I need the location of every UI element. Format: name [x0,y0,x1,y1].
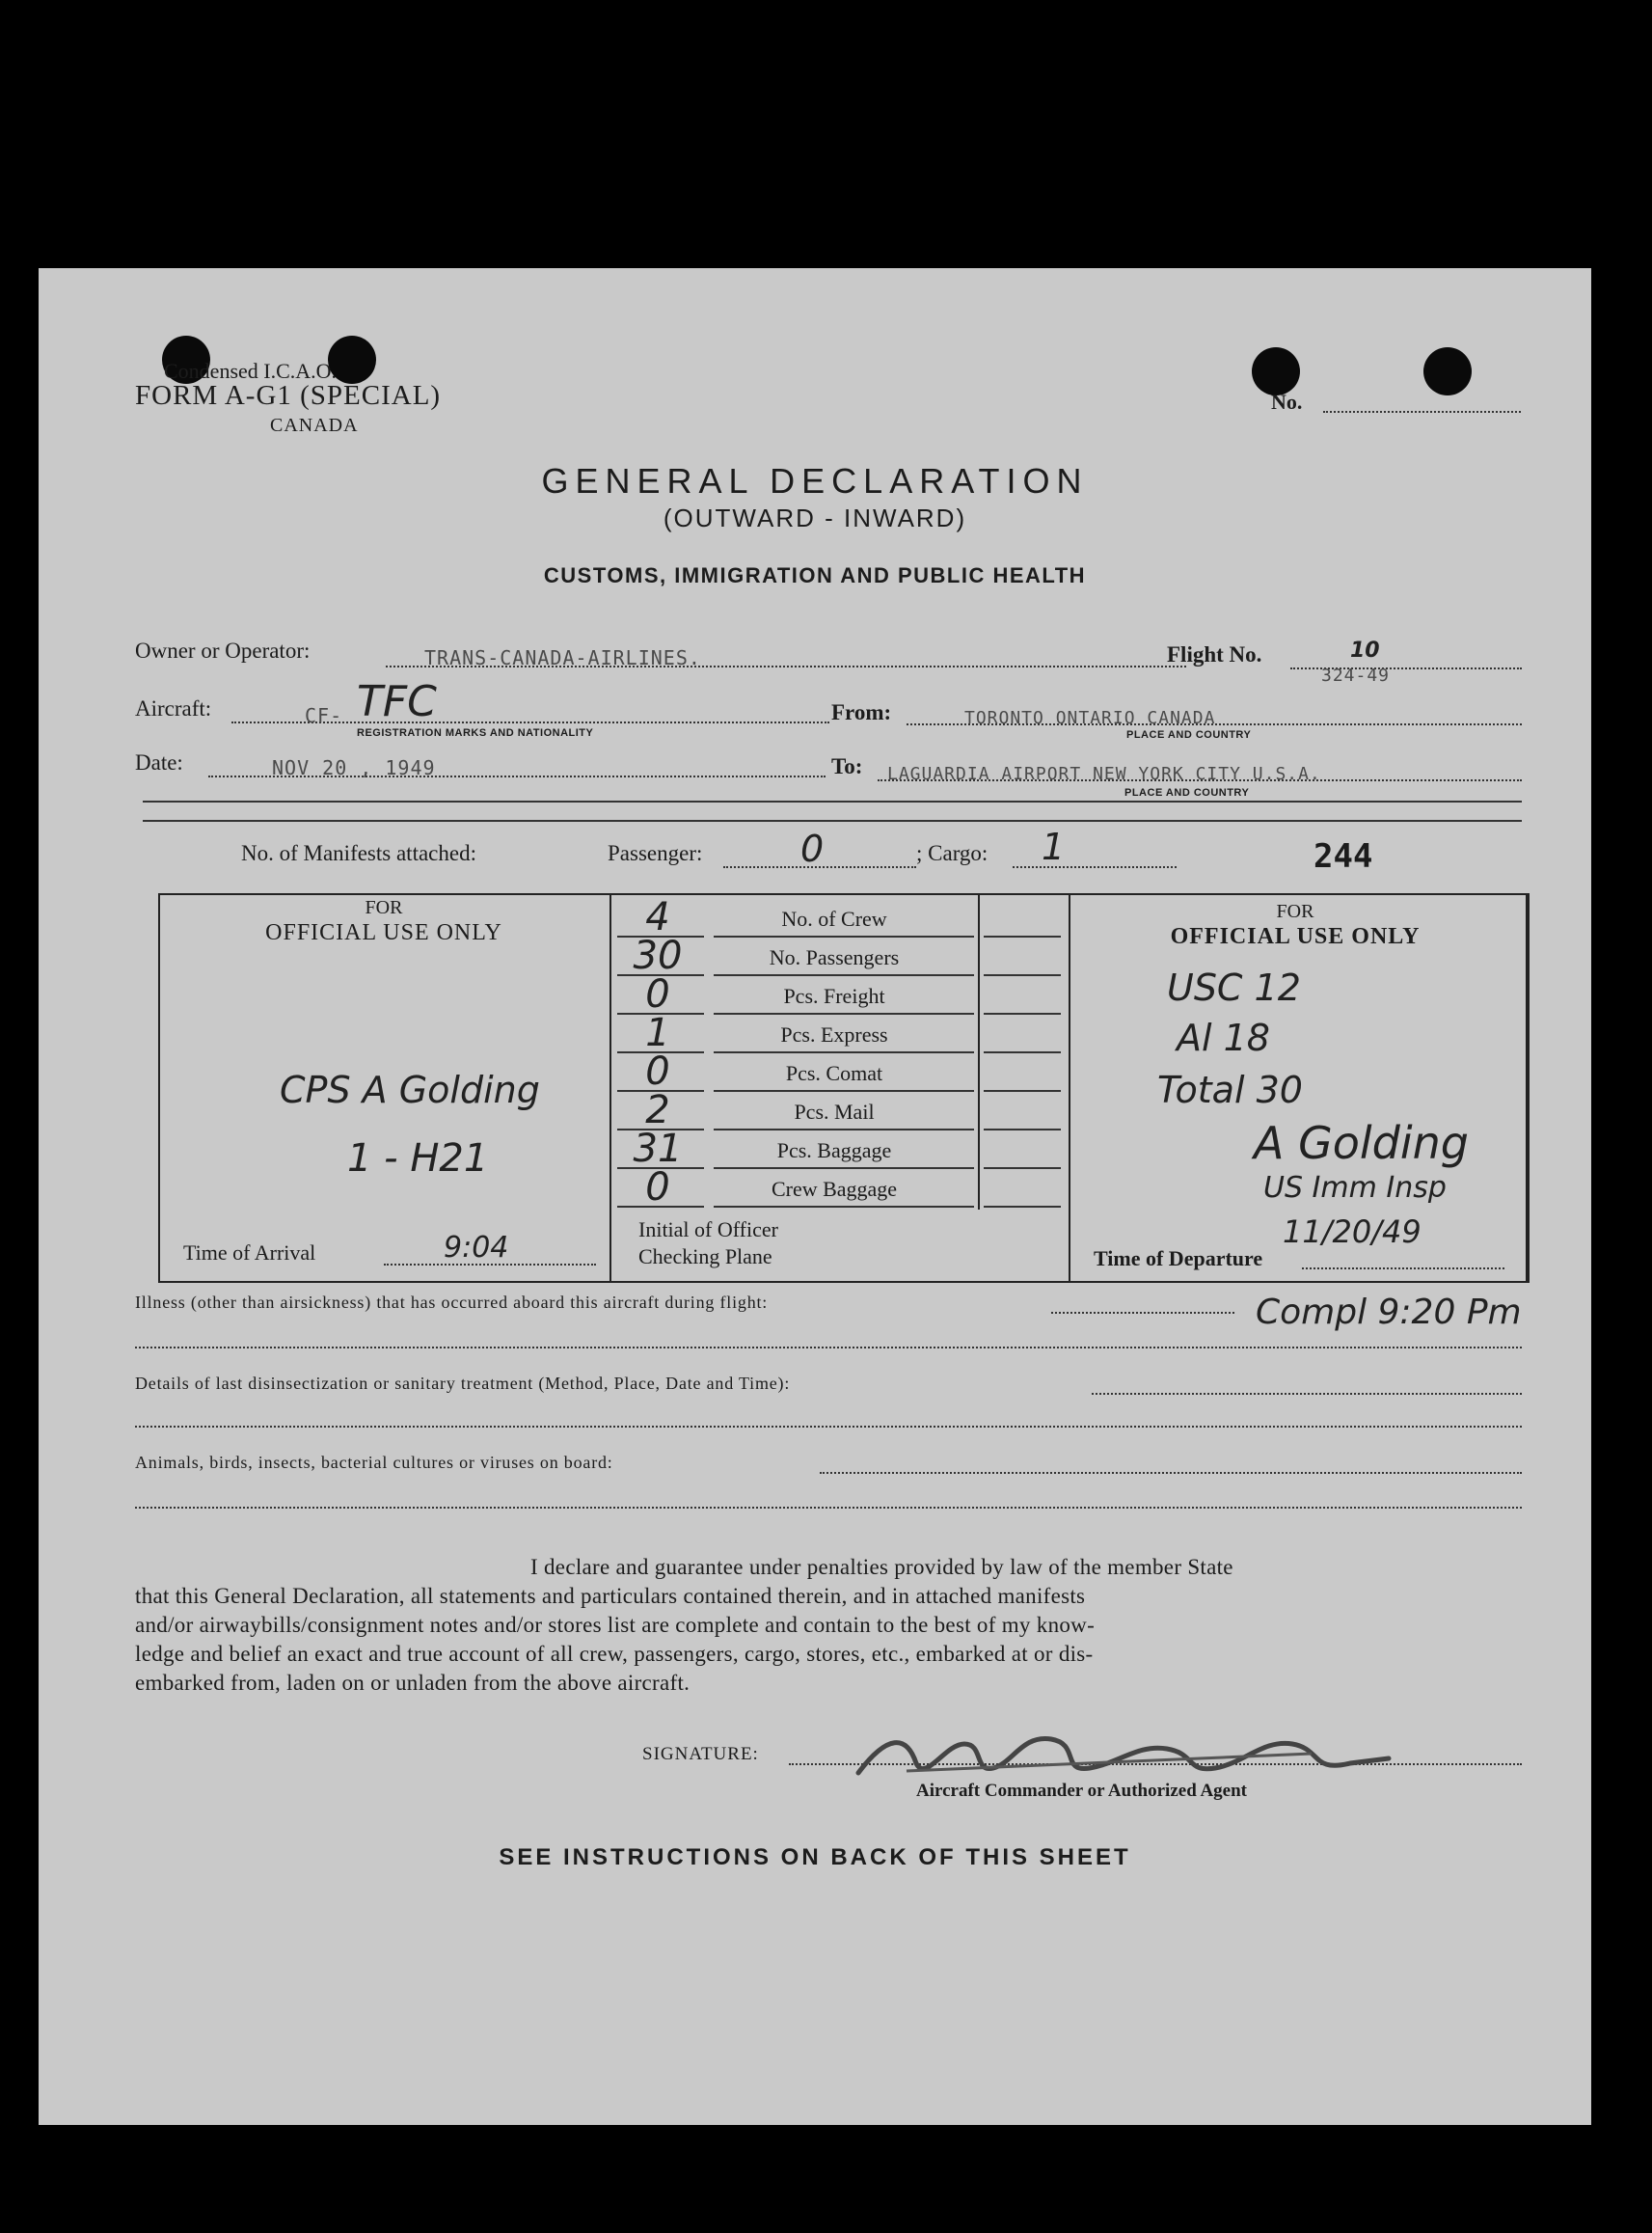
count-label-line [714,1129,974,1130]
arrival-value: 9:04 [444,1231,509,1265]
left-code: 1 - H21 [347,1136,489,1181]
right-for-label: FOR [1276,901,1314,922]
count-label-line [714,1013,974,1015]
stamp-number: 244 [1313,837,1373,876]
animals-line-2 [135,1507,1522,1509]
count-value: 0 [645,1165,670,1210]
date-value: NOV 20 , 1949 [272,756,436,779]
illness-question: Illness (other than airsickness) that has occurred aboard this aircraft during flight: [135,1293,769,1312]
declaration-line-5: embarked from, laden on or unladen from the above aircraft. [135,1671,691,1695]
aircraft-value: TFC [357,677,437,726]
count-label: No. Passengers [769,945,900,969]
right-title: US Imm Insp [1263,1171,1447,1205]
flight-value-top: 10 [1350,639,1380,663]
count-value: 31 [633,1127,683,1171]
document-page [39,268,1591,2125]
signature-caption: Aircraft Commander or Authorized Agent [916,1781,1248,1801]
count-value-line [617,1206,704,1208]
right-note-usc: USC 12 [1167,967,1301,1009]
count-check-line [984,1206,1061,1208]
count-label: Pcs. Freight [783,984,885,1008]
page-title: GENERAL DECLARATION [541,461,1089,501]
disinsect-line-1 [1092,1393,1522,1395]
agency-subtitle: CUSTOMS, IMMIGRATION AND PUBLIC HEALTH [543,563,1087,587]
count-check-line [984,974,1061,976]
from-label: From: [831,700,892,724]
departure-label: Time of Departure [1094,1246,1263,1270]
declaration-line-2: that this General Declaration, all statements and particulars contained therein, and in attached manifests [135,1584,1086,1608]
flight-value-bottom: 324-49 [1321,666,1391,686]
date-label: Date: [135,750,183,775]
no-label: No. [1271,390,1303,414]
disinsect-line-2 [135,1426,1522,1428]
count-label-line [714,936,974,938]
owner-label: Owner or Operator: [135,639,311,663]
direction-subtitle: (OUTWARD - INWARD) [663,504,967,532]
departure-line [1302,1267,1504,1269]
right-signature: A Golding [1254,1117,1469,1169]
right-official-label: OFFICIAL USE ONLY [1170,924,1421,949]
arrival-label: Time of Arrival [183,1240,316,1265]
to-caption: PLACE AND COUNTRY [1124,787,1250,799]
to-label: To: [831,754,863,778]
count-value: 4 [645,895,670,939]
count-value: 1 [645,1011,670,1055]
to-value: LAGUARDIA AIRPORT NEW YORK CITY U.S.A. [887,764,1321,784]
aircraft-label: Aircraft: [135,696,212,721]
aircraft-prefix: CF- [305,704,343,727]
left-official-label: OFFICIAL USE ONLY [265,920,502,945]
illness-note: Compl 9:20 Pm [1256,1293,1522,1332]
count-label-line [714,1206,974,1208]
table-divider-right [1069,893,1070,1281]
count-label: Pcs. Comat [785,1061,883,1085]
count-label: Pcs. Mail [794,1100,875,1124]
animals-line-1 [820,1472,1522,1474]
count-value: 0 [645,1049,670,1094]
header-rule-2 [143,820,1522,822]
illness-line-1 [1051,1312,1234,1314]
form-number-label: FORM A-G1 (SPECIAL) [135,380,442,411]
count-check-line [984,936,1061,938]
declaration-line-3: and/or airwaybills/consignment notes and/or stores list are complete and contain to the best of my know- [135,1613,1096,1637]
signature-label: SIGNATURE: [642,1744,759,1764]
count-label-line [714,974,974,976]
count-check-line [984,1129,1061,1130]
animals-question: Animals, birds, insects, bacterial cultures or viruses on board: [135,1453,613,1472]
count-label-line [714,1167,974,1169]
aircraft-caption: REGISTRATION MARKS AND NATIONALITY [357,727,594,739]
count-value: 0 [645,972,670,1017]
cargo-value: 1 [1042,826,1066,868]
count-label-line [714,1051,974,1053]
count-check-line [984,1090,1061,1092]
disinsect-question: Details of last disinsectization or sanitary treatment (Method, Place, Date and Time): [135,1374,791,1393]
declaration-line-4: ledge and belief an exact and true account of all crew, passengers, cargo, stores, etc., embarked at or dis- [135,1642,1094,1666]
left-signature: CPS A Golding [280,1069,540,1111]
from-caption: PLACE AND COUNTRY [1126,729,1252,741]
count-value: 2 [645,1088,670,1132]
no-field-line [1323,411,1521,413]
owner-value: TRANS-CANADA-AIRLINES. [424,646,701,669]
left-for-label: FOR [365,897,403,918]
from-value: TORONTO ONTARIO CANADA [964,708,1216,728]
right-note-al: Al 18 [1177,1017,1270,1059]
counts-list [617,897,1069,1210]
declaration-line-1: I declare and guarantee under penalties provided by law of the member State [530,1555,1233,1579]
flight-label: Flight No. [1167,642,1262,667]
manifests-label: No. of Manifests attached: [241,841,476,865]
form-condensed-label: Condensed I.C.A.O. [164,359,338,383]
count-label-line [714,1090,974,1092]
punch-hole-4 [1423,347,1472,395]
punch-hole-3 [1252,347,1300,395]
right-note-total: Total 30 [1157,1069,1303,1111]
count-label: No. of Crew [781,907,887,931]
cargo-label: ; Cargo: [916,841,988,865]
footer-instructions: SEE INSTRUCTIONS ON BACK OF THIS SHEET [499,1844,1131,1870]
count-check-line [984,1013,1061,1015]
initial-label-1: Initial of Officer [638,1217,778,1241]
passenger-value: 0 [800,828,825,870]
count-check-line [984,1051,1061,1053]
form-country-label: CANADA [270,415,359,436]
count-label: Pcs. Baggage [776,1138,892,1162]
count-check-line [984,1167,1061,1169]
header-rule-1 [143,801,1522,803]
cargo-line [1013,866,1177,868]
initial-label-2: Checking Plane [638,1244,772,1268]
count-value: 30 [633,934,683,978]
count-label: Crew Baggage [771,1177,898,1201]
right-date: 11/20/49 [1283,1213,1422,1250]
passenger-label: Passenger: [608,841,703,865]
illness-line-2 [135,1347,1522,1348]
count-label: Pcs. Express [780,1022,888,1047]
